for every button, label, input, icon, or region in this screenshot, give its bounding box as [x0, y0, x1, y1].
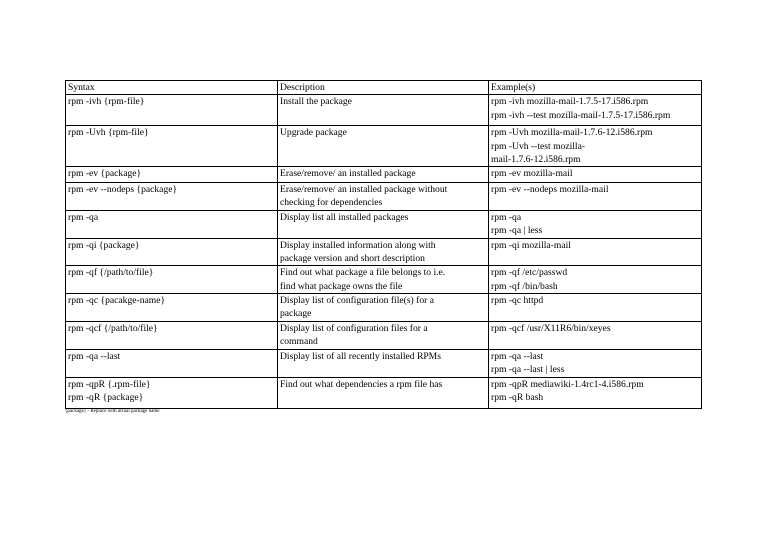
- cell-line: Upgrade package: [280, 127, 347, 139]
- cell-line: rpm -ev mozilla-mail: [491, 168, 573, 180]
- cell-line: rpm -qc {pacakge-name}: [68, 294, 166, 306]
- table-row: [66, 126, 702, 167]
- description-cell: [278, 183, 489, 211]
- cell-line: rpm -qf /etc/passwd: [491, 267, 568, 279]
- description-cell: [278, 321, 489, 349]
- syntax-cell: [66, 377, 278, 408]
- cell-line: rpm -qa | less: [491, 225, 543, 237]
- cell-line: command: [280, 335, 318, 347]
- table-header-row: [66, 81, 702, 95]
- cell-line: rpm -qi mozilla-mail: [491, 239, 571, 251]
- cell-line: rpm -ivh mozilla-mail-1.7.5-17.i586.rpm: [491, 96, 649, 108]
- cell-line: rpm -qcf /usr/X11R6/bin/xeyes: [491, 322, 611, 334]
- examples-cell: [489, 377, 702, 408]
- cell-line: rpm -qa --last: [68, 350, 121, 362]
- header-syntax: Syntax: [66, 81, 278, 95]
- syntax-cell: [66, 349, 278, 377]
- table-row: [66, 321, 702, 349]
- table-row: [66, 349, 702, 377]
- cell-line: Display list of configuration file(s) for a: [280, 294, 434, 306]
- cell-line: rpm -ivh {rpm-file}: [68, 96, 145, 108]
- syntax-cell: [66, 238, 278, 266]
- cell-line: checking for dependencies: [280, 197, 383, 209]
- cell-line: rpm -Uvh mozilla-mail-1.7.6-12.i586.rpm: [491, 127, 653, 139]
- cell-line: Install the package: [280, 96, 352, 108]
- cell-line: rpm -ev --nodeps mozilla-mail: [491, 184, 609, 196]
- cell-line: Erase/remove/ an installed package without: [280, 184, 448, 196]
- cell-line: rpm -qcf {/path/to/file}: [68, 322, 158, 334]
- examples-cell: [489, 349, 702, 377]
- description-cell: [278, 238, 489, 266]
- cell-line: rpm -qpR mediawiki-1.4rc1-4.i586.rpm: [491, 378, 644, 390]
- examples-cell: [489, 167, 702, 183]
- cell-line: rpm -ev --nodeps {package}: [68, 184, 178, 196]
- cell-line: rpm -qc httpd: [491, 294, 544, 306]
- description-cell: [278, 377, 489, 408]
- examples-cell: [489, 183, 702, 211]
- cell-line: rpm -qa --last | less: [491, 363, 565, 375]
- examples-cell: [489, 95, 702, 126]
- cell-line: rpm -ivh --test mozilla-mail-1.7.5-17.i586.rpm: [491, 109, 671, 121]
- cell-line: rpm -Uvh {rpm-file}: [68, 127, 149, 139]
- table-row: [66, 377, 702, 408]
- examples-cell: [489, 321, 702, 349]
- cell-line: rpm -qf {/path/to/file}: [68, 267, 154, 279]
- cell-line: rpm -ev {package}: [68, 168, 142, 180]
- syntax-cell: [66, 126, 278, 167]
- syntax-cell: [66, 321, 278, 349]
- footnote: {package} - Replace with actual package name: [65, 409, 160, 414]
- description-cell: [278, 266, 489, 294]
- cell-line: Display list of all recently installed RPMs: [280, 350, 441, 362]
- table-row: [66, 95, 702, 126]
- cell-line: rpm -qa --last: [491, 350, 544, 362]
- cell-line: Erase/remove/ an installed package: [280, 168, 416, 180]
- table-row: [66, 238, 702, 266]
- examples-cell: [489, 293, 702, 321]
- syntax-cell: [66, 167, 278, 183]
- cell-line: package version and short description: [280, 253, 425, 265]
- examples-cell: [489, 210, 702, 238]
- cell-line: rpm -qR bash: [491, 391, 544, 403]
- table-row: [66, 266, 702, 294]
- cell-line: rpm -Uvh --test mozilla-: [491, 140, 586, 152]
- cell-line: rpm -qpR {.rpm-file}: [68, 378, 151, 390]
- syntax-cell: [66, 210, 278, 238]
- cell-line: Display list all installed packages: [280, 211, 409, 223]
- syntax-cell: [66, 266, 278, 294]
- cell-line: rpm -qR {package}: [68, 391, 144, 403]
- description-cell: [278, 349, 489, 377]
- table-row: [66, 293, 702, 321]
- header-examples: Example(s): [489, 81, 702, 95]
- cell-line: Display list of configuration files for a: [280, 322, 428, 334]
- cell-line: Find out what dependencies a rpm file has: [280, 378, 443, 390]
- cell-line: Find out what package a file belongs to i.e.: [280, 267, 446, 279]
- description-cell: [278, 167, 489, 183]
- syntax-cell: [66, 95, 278, 126]
- header-description: Description: [278, 81, 489, 95]
- cell-line: rpm -qa: [68, 211, 99, 223]
- description-cell: [278, 210, 489, 238]
- examples-cell: [489, 266, 702, 294]
- rpm-commands-table: [65, 80, 702, 409]
- cell-line: find what package owns the file: [280, 280, 403, 292]
- description-cell: [278, 293, 489, 321]
- table-row: [66, 183, 702, 211]
- cell-line: package: [280, 308, 312, 320]
- description-cell: [278, 126, 489, 167]
- table-row: [66, 210, 702, 238]
- syntax-cell: [66, 293, 278, 321]
- table-row: [66, 167, 702, 183]
- syntax-cell: [66, 183, 278, 211]
- examples-cell: [489, 126, 702, 167]
- examples-cell: [489, 238, 702, 266]
- cell-line: rpm -qf /bin/bash: [491, 280, 558, 292]
- cell-line: rpm -qi {package}: [68, 239, 140, 251]
- cell-line: Display installed information along with: [280, 239, 436, 251]
- description-cell: [278, 95, 489, 126]
- cell-line: rpm -qa: [491, 211, 522, 223]
- cell-line: mail-1.7.6-12.i586.rpm: [491, 153, 581, 165]
